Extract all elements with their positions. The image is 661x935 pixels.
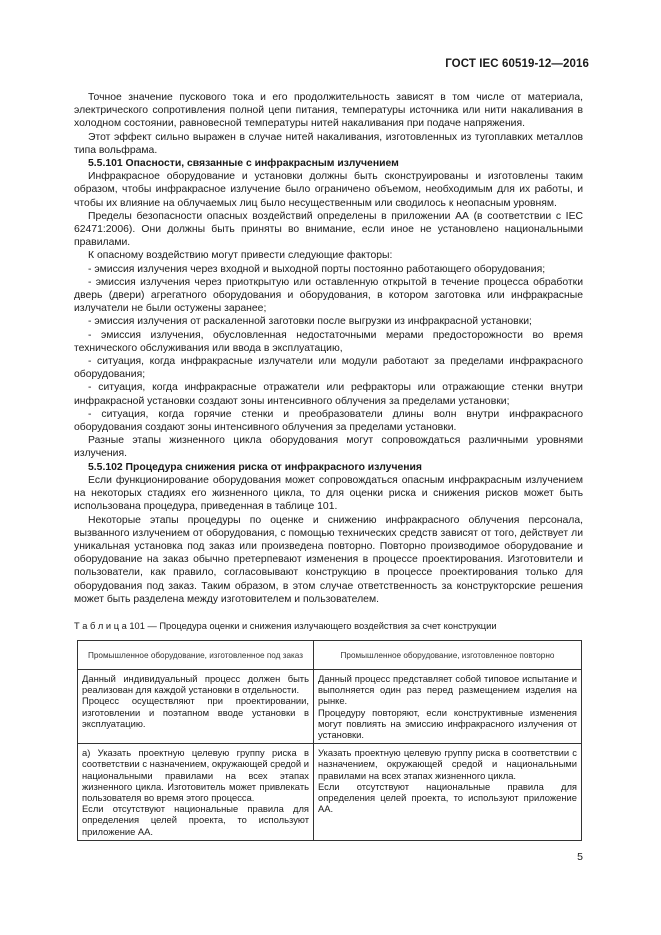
table-cell — [78, 744, 314, 841]
cell-text: Данный процесс представляет собой типовое испытание и выполняется один раз перед размещением изделия на рынке. — [318, 673, 577, 707]
paragraph: Этот эффект сильно выражен в случае нитей накаливания, изготовленных из тугоплавких металлов типа вольфрама. — [74, 131, 583, 156]
list-item: - ситуация, когда инфракрасные отражатели или рефракторы или отражающие стенки внутри инфракрасной установки создают зоны интенсивного облучения за пределами установки; — [74, 382, 583, 407]
cell-text: Данный индивидуальный процесс должен быть реализован для каждой установки в отдельности. — [82, 673, 309, 696]
list-item: - эмиссия излучения от раскаленной заготовки после выгрузки из инфракрасной установки; — [88, 316, 532, 328]
paragraph: Если функционирование оборудования может сопровождаться опасным инфракрасным излучением на некоторых стадиях его жизненного цикла, то для оценки риска и снижения рисков может быть использована процедура, приведенная в таблице 101. — [74, 474, 583, 513]
column-header: Промышленное оборудование, изготовленное повторно — [314, 641, 582, 670]
table-caption: Т а б л и ц а 101 — Процедура оценки и снижения излучающего воздействия за счет конструкции — [74, 621, 497, 631]
cell-text: а) Указать проектную целевую группу риска в соответствии с назначением, окружающей средой и национальными правилами на всех этапах жизненного цикла. Изготовитель может привлекать пользователя во время этого процесса. — [82, 747, 309, 804]
cell-text: Если отсутствуют национальные правила для определения целей проекта, то используют приложение АА. — [82, 803, 309, 837]
paragraph: Пределы безопасности опасных воздействий определены в приложении АА (в соответствии с IEC 62471:2006). Они должны быть приняты во внимание, если иное не установлено национальными правилами. — [74, 210, 583, 249]
section-heading: 5.5.102 Процедура снижения риска от инфракрасного излучения — [88, 461, 422, 473]
table-row — [78, 670, 582, 744]
column-header: Промышленное оборудование, изготовленное под заказ — [78, 641, 314, 670]
list-item: - эмиссия излучения через приоткрытую или оставленную открытой в течение процесса обработки дверь (двери) агрегатного оборудования и оборудования, в котором заготовка или инфракрасные излучатели не были остужены заранее; — [74, 276, 583, 315]
section-heading: 5.5.101 Опасности, связанные с инфракрасным излучением — [88, 158, 399, 170]
list-item: - эмиссия излучения, обусловленная недостаточными мерами предосторожности во время технического обслуживания или ввода в эксплуатацию, — [74, 329, 583, 354]
table-row — [78, 744, 582, 841]
cell-text: Если отсутствуют национальные правила для определения целей проекта, то используют приложение АА. — [318, 780, 577, 815]
cell-text: Указать проектную целевую группу риска в соответствии с назначением, окружающей средой и национальными правилами на всех этапах жизненного цикла. — [318, 747, 577, 781]
list-item: - эмиссия излучения через входной и выходной порты постоянно работающего оборудования; — [88, 263, 546, 275]
page-number: 5 — [577, 851, 583, 863]
standard-designation: ГОСТ IEC 60519-12—2016 — [445, 58, 589, 70]
cell-text: Процесс осуществляют при проектировании, изготовлении и поэтапном вводе установки в эксплуатацию. — [82, 695, 309, 729]
paragraph: К опасному воздействию могут привести следующие факторы: — [88, 250, 393, 262]
paragraph: Инфракрасное оборудование и установки должны быть сконструированы и изготовлены таким образом, чтобы инфракрасное излучение было ограничено объемом, необходимым для их работы, и чтобы их влияние на облучаемых лиц было несущественным или сводилось к неопасным уровням. — [74, 171, 583, 209]
paragraph: Некоторые этапы процедуры по оценке и снижению инфракрасного облучения персонала, вызванного излучением от оборудования, с помощью технических средств зависят от того, действует ли уникальная установка под заказ или произведена повторно. Повторно производимое оборудование и оборудование на заказ обычно претерпевают изменения в процессе проектирования. Изготовители и пользователи, как правило, согласовывают конструкцию в процессе проектирования только для оборудования под заказ. Таким образом, в этом случае ответственность за конструкторские решения может быть разделена между изготовителем и пользователем. — [74, 514, 583, 605]
paragraph: Разные этапы жизненного цикла оборудования могут сопровождаться различными уровнями излучения. — [74, 435, 583, 460]
table-cell — [314, 670, 582, 744]
table-cell — [314, 744, 582, 841]
procedure-table — [77, 640, 582, 841]
list-item: - ситуация, когда инфракрасные излучатели или модули работают за пределами инфракрасного оборудования; — [74, 356, 583, 381]
cell-text: Процедуру повторяют, если конструктивные изменения могут повлиять на эмиссию инфракрасного излучения от установки. — [318, 706, 577, 741]
list-item: - ситуация, когда горячие стенки и преобразователи длины волн внутри инфракрасного оборудования создают зоны интенсивного облучения за пределами установки. — [74, 408, 583, 434]
table-header-row — [78, 641, 582, 670]
table-cell — [78, 670, 314, 744]
paragraph: Точное значение пускового тока и его продолжительность зависят в том числе от материала, электрического сопротивления полной цепи питания, температуры источника или нити накаливания в холодном состоянии, равновесной температуры нитей накаливания при подаче напряжения. — [74, 92, 583, 130]
body-text — [74, 91, 583, 606]
